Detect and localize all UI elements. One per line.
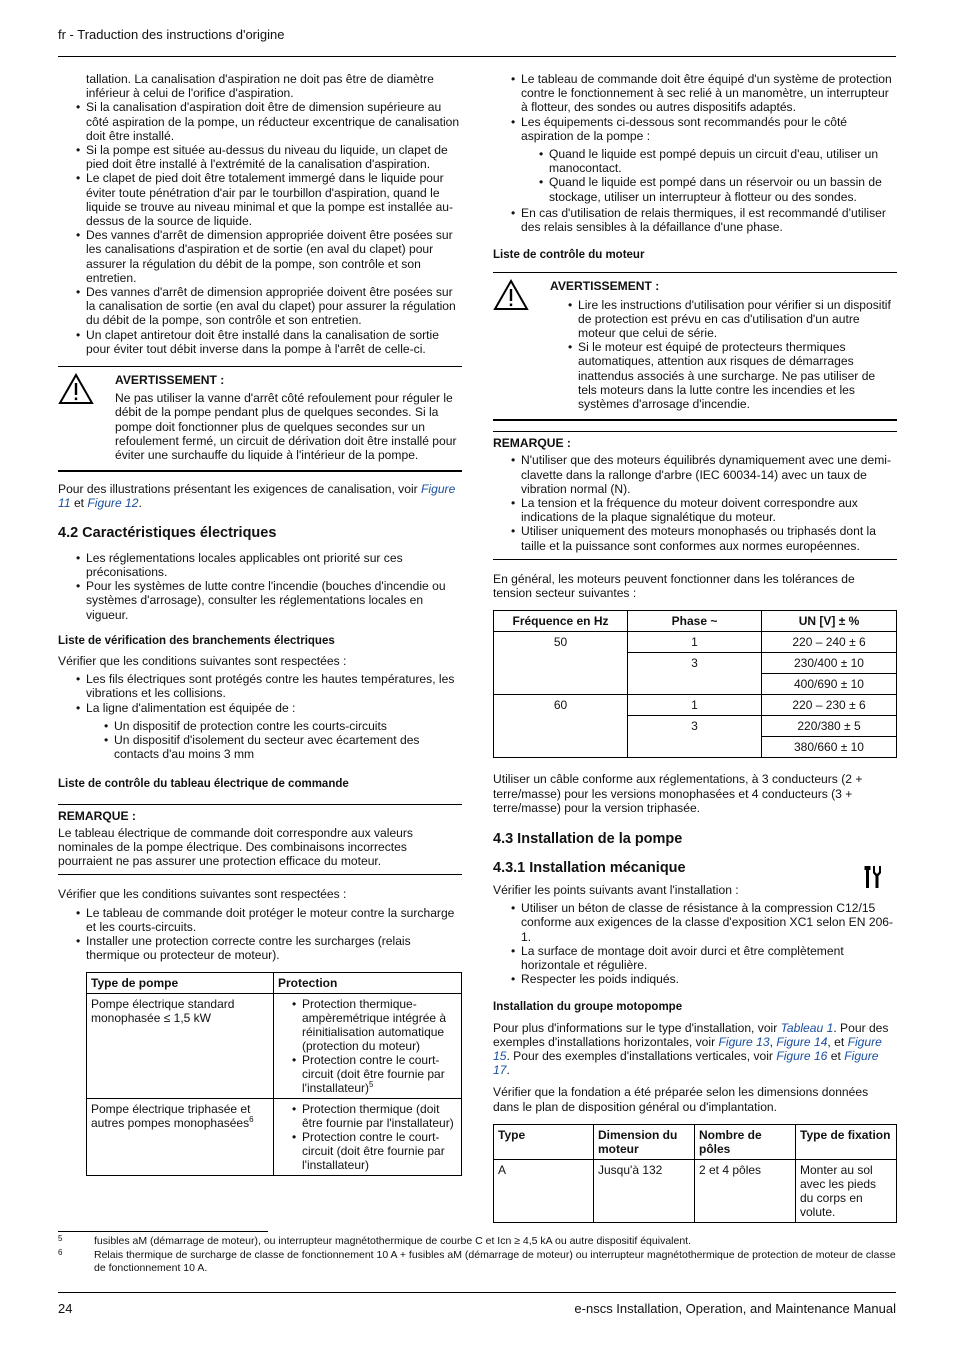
link-tableau-1[interactable]: Tableau 1 [780,1020,834,1035]
list-item: • Un dispositif d'isolement du secteur avec écartement des contacts d'au moins 3 mm [104,733,462,761]
warning-title: AVERTISSEMENT : [115,373,225,388]
link-figure-11[interactable]: Figure 11 [58,482,456,511]
manual-title: e-nscs Installation, Operation, and Maintenance Manual [574,1301,896,1316]
group-paragraph: Pour plus d'informations sur le type d'installation, voir Tableau 1. Pour des exemples d'installations horizontales, voir Figure 13, Figure 14, et Figure 15. Pour des exemples d'installations verticales, voir Figure 16 et Figure 17. [493,1020,889,1078]
warning-title: AVERTISSEMENT : [550,279,660,294]
table-header: Protection [274,973,462,994]
list-item: • Si la pompe est située au-dessus du niveau du liquide, un clapet de pied doit être installé à l'extrémité de la canalisation d'aspiration. [76,143,462,171]
voltage-table [493,610,897,758]
link-figure-14[interactable]: Figure 14 [776,1034,828,1049]
installation-type-table [493,1124,897,1223]
table-header: Dimension du moteur [594,1124,695,1159]
table-row: 3 220/380 ± 5 [494,716,897,737]
table-row: 380/660 ± 10 [494,737,897,758]
table-header: Phase ~ [628,611,762,632]
list-item: • Les réglementations locales applicables ont priorité sur ces préconisations. [76,551,462,579]
list-item: • Quand le liquide est pompé dans un réservoir ou un bassin de stockage, utiliser un interrupteur à flotteur ou des sondes. [539,175,897,203]
warning-triangle-icon [58,373,94,405]
panel-intro: Vérifier que les conditions suivantes sont respectées : [58,887,347,902]
cable-text: Utiliser un câble conforme aux réglementations, à 3 conducteurs (2 + terre/masse) pour les versions monophasées et 4 conducteurs (3 + terre/masse) pour la version triphasée. [493,772,863,815]
table-row: A Jusqu'à 132 2 et 4 pôles Monter au sol avec les pieds du corps en volute. [494,1159,897,1222]
header-rule [58,56,896,57]
note-title: REMARQUE : [493,436,571,451]
note-title: REMARQUE : [58,808,136,823]
warning-triangle-icon [493,279,529,311]
table-header: Nombre de pôles [695,1124,796,1159]
right-column [493,72,897,1223]
list-item: • Si la canalisation d'aspiration doit être de dimension supérieure au côté aspiration de la pompe, un réducteur excentrique de canalisation doit être installé. [76,100,462,143]
table-row: 50 1 220 – 240 ± 6 [494,632,897,653]
link-figure-13[interactable]: Figure 13 [718,1034,770,1049]
mech-intro: Vérifier les points suivants avant l'installation : [493,882,739,897]
illustrations-text: Pour des illustrations présentant les exigences de canalisation, voir Figure 11 et Figure 12. [58,482,456,511]
list-item: • La ligne d'alimentation est équipée de : • Un dispositif de protection contre les courts-circuits • Un dispositif d'isolement du secteur avec écartement des contacts d'au moins 3 mm [76,701,462,762]
table-row: 60 1 220 – 230 ± 6 [494,695,897,716]
list-item: • Le tableau de commande doit protéger le moteur contre la surcharge et les courts-circuits. [76,906,462,934]
page-header: fr - Traduction des instructions d'origine [58,27,285,42]
list-item: • Utiliser un béton de classe de résistance à la compression C12/15 conforme aux exigences de la classe d'exposition XC1 selon EN 206-1. [511,901,897,944]
tools-icon [863,864,883,890]
table-header: Type [494,1124,594,1159]
protection-table [86,972,462,1176]
intro-continuation: tallation. La canalisation d'aspiration ne doit pas être de diamètre inférieur à celui de l'orifice d'aspiration. [86,72,434,101]
table-cell: Pompe électrique triphasée et autres pompes monophasées$^6$ [87,1099,274,1176]
list-item: • Quand le liquide est pompé depuis un circuit d'eau, utiliser un manocontact. [539,147,897,175]
list-item: • La tension et la fréquence du moteur doivent correspondre aux indications de la plaque signalétique du moteur. [511,496,897,524]
section-heading-4-2: 4.2 Caractéristiques électriques [58,524,277,541]
list-item: • Un dispositif de protection contre les courts-circuits [104,719,462,733]
note-box [58,804,462,876]
list-item: • Utiliser uniquement des moteurs monophasés ou triphasés dont la taille et la puissance sont conformes aux normes européennes. [511,524,897,552]
list-item: • La surface de montage doit avoir durci et être complètement horizontale et régulière. [511,944,897,972]
list-item: • Lire les instructions d'utilisation pour vérifier si un dispositif de protection est prévu en cas d'utilisation d'un autre moteur que celui de série. [568,298,897,341]
list-item: • Le tableau de commande doit être équipé d'un système de protection contre le fonctionnement à sec relié à un manomètre, un interrupteur à flotteur, des sondes ou autres dispositifs adaptés. [511,72,897,115]
table-cell: • Protection thermique-ampèremétrique intégrée à réinitialisation automatique (protection du moteur) • Protection contre le court-circuit (doit être fournie par l'installateur)$^5$ [274,994,462,1099]
footnote: 5 fusibles aM (démarrage de moteur), ou interrupteur magnétothermique de courbe C et Icn ≥ 4,5 kA ou autre dispositif équivalent. [58,1234,692,1247]
page-number: 24 [58,1301,73,1316]
subheading-motor-check: Liste de contrôle du moteur [493,249,645,262]
list-item: • Les fils électriques sont protégés contre les hautes températures, les vibrations et les collisions. [76,672,462,700]
tolerance-intro: En général, les moteurs peuvent fonctionner dans les tolérances de tension secteur suivantes : [493,571,855,601]
list-item: • Si le moteur est équipé de protecteurs thermiques automatiques, attention aux risques de démarrages inattendus associés à une surcharge. Ne pas utiliser de tels moteurs dans la lutte contre les incendies et les systèmes d'arrosage d'incendie. [568,340,897,411]
table-header: Type de fixation [796,1124,897,1159]
list-item: • N'utiliser que des moteurs équilibrés dynamiquement avec une demi-clavette dans la rallonge d'arbre (IEC 60034-14) avec un taux de vibration normal (N). [511,453,897,496]
list-item: • Des vannes d'arrêt de dimension appropriée doivent être posées sur la canalisation de sortie (en aval du clapet) pour assurer la régulation du débit de la pompe, son contrôle et son entretien. [76,285,462,328]
list-item: • Pour les systèmes de lutte contre l'incendie (bouches d'incendie ou systèmes d'arrosage), consulter les réglementations locales en vigueur. [76,579,462,622]
table-header: Type de pompe [87,973,274,994]
subheading-panel-check: Liste de contrôle du tableau électrique de commande [58,778,349,791]
warning-box [493,272,897,421]
subheading-electrical-check: Liste de vérification des branchements électriques [58,634,335,647]
table-row: 3 230/400 ± 10 [494,653,897,674]
table-cell: • Protection thermique (doit être fournie par l'installateur) • Protection contre le court-circuit (doit être fournie par l'installateur) [274,1099,462,1176]
table-row [87,1099,462,1176]
link-figure-16[interactable]: Figure 16 [776,1048,828,1063]
foundation-text: Vérifier que la fondation a été préparée selon les dimensions données dans le plan de disposition général ou d'implantation. [493,1085,869,1114]
note-box [493,431,897,560]
table-header: UN [V] ± % [762,611,897,632]
subheading-group-install: Installation du groupe motopompe [493,1001,683,1014]
list-item: • Les équipements ci-dessous sont recommandés pour le côté aspiration de la pompe : • Quand le liquide est pompé depuis un circuit d'eau, utiliser un manocontact. • Quand le liquide est pompé dans un réservoir ou un bassin de stockage, utiliser un interrupteur à flotteur ou des sondes. [511,115,897,204]
footer-rule [58,1292,896,1293]
section-heading-4-3: 4.3 Installation de la pompe [493,830,683,847]
list-item: • Installer une protection correcte contre les surcharges (relais thermique ou protecteur de moteur). [76,934,462,962]
left-column [58,72,462,1176]
link-figure-15[interactable]: Figure 15 [493,1034,882,1063]
section-heading-4-3-1: 4.3.1 Installation mécanique [493,859,686,876]
warning-text: Ne pas utiliser la vanne d'arrêt côté refoulement pour réguler le débit de la pompe pendant plus de quelques secondes. Si la pompe doit fonctionner plus de quelques secondes sur un refoulement fermé, un circuit de dérivation doit être installé pour éviter une surchauffe du liquide à l'intérieur de la pompe. [115,391,457,463]
table-row [87,994,462,1099]
link-figure-17[interactable]: Figure 17 [493,1048,879,1078]
table-row: 400/690 ± 10 [494,674,897,695]
footnotes [58,1231,896,1276]
list-item: • Le clapet de pied doit être totalement immergé dans le liquide pour éviter toute pénétration d'air par le tourbillon d'aspiration, quand le liquide se trouve au niveau minimal et que la pompe est installée au-dessus de la source de liquide. [76,171,462,228]
note-text: Le tableau électrique de commande doit correspondre aux valeurs nominales de la pompe électrique. Des combinaisons incorrectes pourraient ne pas assurer une protection efficace du moteur. [58,825,413,869]
table-cell: Pompe électrique standard monophasée ≤ 1,5 kW [87,994,274,1099]
table-header: Fréquence en Hz [494,611,628,632]
link-figure-12[interactable]: Figure 12 [87,496,139,511]
list-item: • En cas d'utilisation de relais thermiques, il est recommandé d'utiliser des relais sensibles à la défaillance d'une phase. [511,206,897,234]
list-item: • Un clapet antiretour doit être installé dans la canalisation de sortie pour éviter tout débit inverse dans la pompe à l'arrêt de celle-ci. [76,328,462,356]
footnote: 6 Relais thermique de surcharge de classe de fonctionnement 10 A + fusibles aM (démarrage de moteur) ou interrupteur magnétothermique de protection de moteur de classe de fonctionnement 10 A. [58,1247,896,1274]
list-item: • Respecter les poids indiqués. [511,972,897,986]
warning-box [58,366,462,472]
check-intro: Vérifier que les conditions suivantes sont respectées : [58,653,347,668]
list-item: • Des vannes d'arrêt de dimension appropriée doivent être posées sur les canalisations d'aspiration et de sortie (en aval du clapet) pour assurer la régulation du débit de la pompe, son contrôle et son entretien. [76,228,462,285]
